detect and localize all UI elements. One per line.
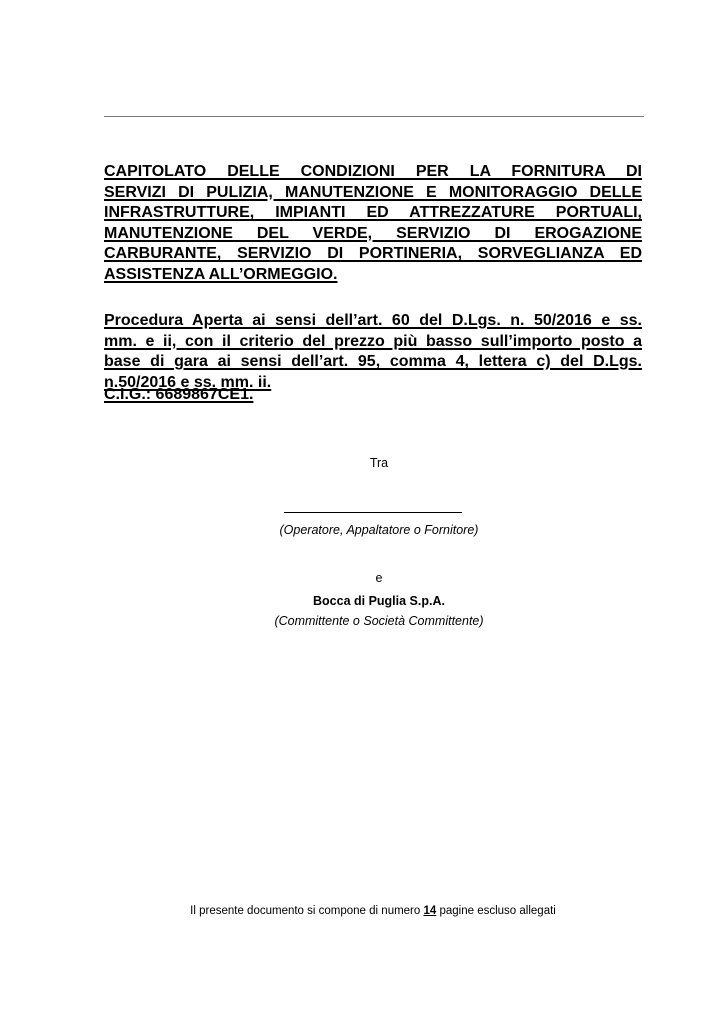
page-count-prefix: Il presente documento si compone di numero (190, 905, 424, 917)
document-title (104, 162, 642, 285)
procedure-line: base di gara ai sensi dell’art. 95, comma 4, lettera c) del D.Lgs. (104, 353, 642, 370)
page-count-suffix: pagine escluso allegati (436, 905, 556, 917)
header-divider (104, 116, 644, 117)
page-count-note (104, 903, 642, 919)
title-line: INFRASTRUTTURE, IMPIANTI ED ATTREZZATURE PORTUALI, (104, 204, 642, 221)
between-label: Tra (369, 456, 389, 470)
procedure-line: n.50/2016 e ss. mm. ii. (104, 373, 272, 391)
procedure-line: mm. e ii, con il criterio del prezzo più basso sull’importo posto a (104, 332, 642, 350)
title-line: ASSISTENZA ALL’ORMEGGIO. (104, 265, 338, 283)
cig-code: C.I.G.: 6689867CE1. (104, 386, 254, 403)
title-line: CAPITOLATO DELLE CONDIZIONI PER LA FORNITURA DI (104, 163, 642, 180)
title-line: SERVIZI DI PULIZIA, MANUTENZIONE E MONITORAGGIO DELLE (104, 183, 642, 201)
page-count-number: 14 (423, 905, 437, 917)
operator-signature-line (284, 512, 462, 513)
operator-role: (Operatore, Appaltatore o Fornitore) (279, 523, 479, 537)
and-label: e (375, 571, 383, 585)
title-line: MANUTENZIONE DEL VERDE, SERVIZIO DI EROGAZIONE (104, 224, 642, 242)
procedure-description (104, 311, 642, 393)
procedure-line: Procedura Aperta ai sensi dell’art. 60 del D.Lgs. n. 50/2016 e ss. (104, 312, 642, 329)
title-line: CARBURANTE, SERVIZIO DI PORTINERIA, SORVEGLIANZA ED (104, 245, 642, 262)
client-name: Bocca di Puglia S.p.A. (313, 594, 445, 608)
client-role: (Committente o Società Committente) (274, 614, 484, 628)
